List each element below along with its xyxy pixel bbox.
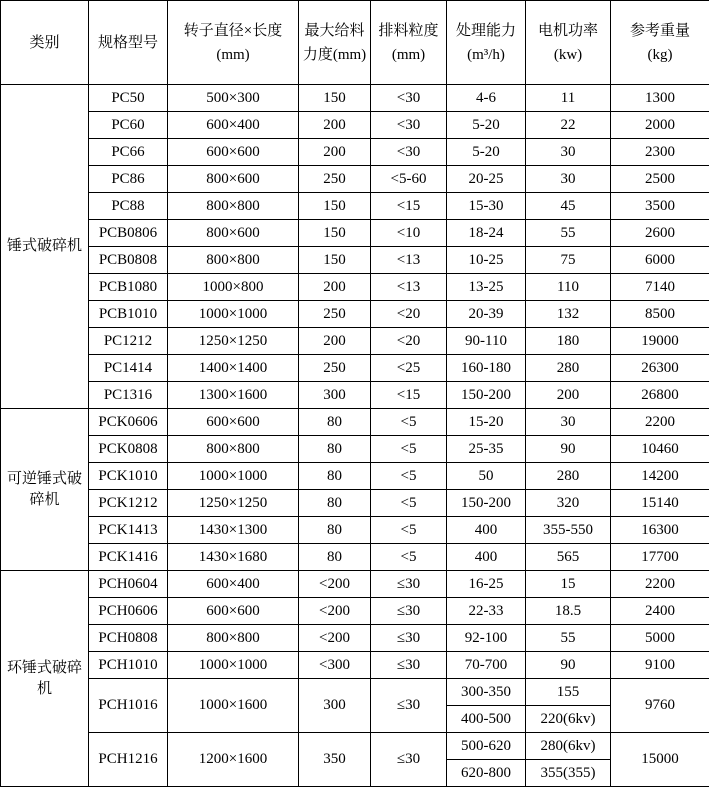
discharge-cell: <5	[371, 490, 447, 517]
power-cell: 565	[526, 544, 611, 571]
model-cell: PC50	[89, 85, 168, 112]
discharge-cell: <5	[371, 436, 447, 463]
model-cell: PC60	[89, 112, 168, 139]
feed-cell: <200	[299, 571, 371, 598]
capacity-cell: 10-25	[447, 247, 526, 274]
capacity-cell: 160-180	[447, 355, 526, 382]
table-row	[1, 517, 709, 544]
rotor-cell: 1000×1600	[168, 679, 299, 733]
capacity-cell: 25-35	[447, 436, 526, 463]
weight-cell: 15000	[611, 733, 709, 787]
rotor-cell: 600×600	[168, 409, 299, 436]
capacity-cell: 22-33	[447, 598, 526, 625]
capacity-cell: 400	[447, 517, 526, 544]
discharge-cell: <13	[371, 274, 447, 301]
feed-cell: 200	[299, 274, 371, 301]
power-cell: 45	[526, 193, 611, 220]
model-cell: PC88	[89, 193, 168, 220]
capacity-cell: 13-25	[447, 274, 526, 301]
table-row	[1, 220, 709, 247]
header-cell	[447, 1, 526, 85]
table-row	[1, 733, 709, 760]
header-cell	[371, 1, 447, 85]
discharge-cell: ≤30	[371, 625, 447, 652]
rotor-cell: 800×800	[168, 436, 299, 463]
discharge-cell: <15	[371, 382, 447, 409]
power-cell: 110	[526, 274, 611, 301]
table-row	[1, 193, 709, 220]
discharge-cell: ≤30	[371, 652, 447, 679]
rotor-cell: 1000×1000	[168, 652, 299, 679]
capacity-cell: 15-30	[447, 193, 526, 220]
feed-cell: 80	[299, 436, 371, 463]
table-row	[1, 652, 709, 679]
capacity-cell: 70-700	[447, 652, 526, 679]
model-cell: PCB1080	[89, 274, 168, 301]
discharge-cell: <5	[371, 409, 447, 436]
power-cell: 22	[526, 112, 611, 139]
table-row	[1, 544, 709, 571]
discharge-cell: ≤30	[371, 733, 447, 787]
weight-cell: 15140	[611, 490, 709, 517]
discharge-cell: <15	[371, 193, 447, 220]
feed-cell: 250	[299, 355, 371, 382]
header-cell	[89, 1, 168, 85]
feed-cell: 80	[299, 517, 371, 544]
weight-cell: 14200	[611, 463, 709, 490]
feed-cell: 150	[299, 220, 371, 247]
weight-cell: 19000	[611, 328, 709, 355]
capacity-cell: 300-350	[447, 679, 526, 706]
model-cell: PC86	[89, 166, 168, 193]
capacity-cell: 4-6	[447, 85, 526, 112]
model-cell: PC1212	[89, 328, 168, 355]
power-cell: 30	[526, 166, 611, 193]
header-line1: 最大给料	[304, 22, 365, 39]
feed-cell: 200	[299, 139, 371, 166]
feed-cell: 250	[299, 166, 371, 193]
weight-cell: 2200	[611, 571, 709, 598]
power-cell: 90	[526, 652, 611, 679]
weight-cell: 9100	[611, 652, 709, 679]
feed-cell: <200	[299, 598, 371, 625]
weight-cell: 2500	[611, 166, 709, 193]
table-row	[1, 436, 709, 463]
model-cell: PC1316	[89, 382, 168, 409]
weight-cell: 16300	[611, 517, 709, 544]
table-row	[1, 598, 709, 625]
feed-cell: 300	[299, 679, 371, 733]
capacity-cell: 400	[447, 544, 526, 571]
header-line2: (kg)	[647, 46, 673, 63]
rotor-cell: 500×300	[168, 85, 299, 112]
weight-cell: 6000	[611, 247, 709, 274]
weight-cell: 26800	[611, 382, 709, 409]
power-cell: 200	[526, 382, 611, 409]
capacity-cell: 18-24	[447, 220, 526, 247]
weight-cell: 9760	[611, 679, 709, 733]
capacity-cell: 620-800	[447, 760, 526, 787]
discharge-cell: <5-60	[371, 166, 447, 193]
header-line1: 类别	[29, 34, 60, 51]
rotor-cell: 1250×1250	[168, 490, 299, 517]
capacity-cell: 5-20	[447, 139, 526, 166]
weight-cell: 2000	[611, 112, 709, 139]
rotor-cell: 800×800	[168, 625, 299, 652]
capacity-cell: 20-39	[447, 301, 526, 328]
table-row	[1, 490, 709, 517]
rotor-cell: 1000×1000	[168, 463, 299, 490]
discharge-cell: <30	[371, 139, 447, 166]
power-cell: 280	[526, 463, 611, 490]
feed-cell: <200	[299, 625, 371, 652]
table-row	[1, 679, 709, 706]
rotor-cell: 1200×1600	[168, 733, 299, 787]
discharge-cell: ≤30	[371, 571, 447, 598]
discharge-cell: <30	[371, 85, 447, 112]
feed-cell: 200	[299, 112, 371, 139]
header-line1: 参考重量	[629, 22, 690, 39]
rotor-cell: 800×800	[168, 247, 299, 274]
weight-cell: 1300	[611, 85, 709, 112]
power-cell: 75	[526, 247, 611, 274]
category-cell: 锤式破碎机	[1, 85, 89, 409]
capacity-cell: 50	[447, 463, 526, 490]
model-cell: PCH1216	[89, 733, 168, 787]
feed-cell: 80	[299, 463, 371, 490]
feed-cell: 80	[299, 544, 371, 571]
rotor-cell: 1400×1400	[168, 355, 299, 382]
model-cell: PCH1016	[89, 679, 168, 733]
model-cell: PCK0606	[89, 409, 168, 436]
header-line1: 转子直径×长度	[183, 22, 283, 39]
capacity-cell: 150-200	[447, 490, 526, 517]
table-row	[1, 328, 709, 355]
header-cell	[168, 1, 299, 85]
capacity-cell: 400-500	[447, 706, 526, 733]
power-cell: 11	[526, 85, 611, 112]
weight-cell: 26300	[611, 355, 709, 382]
table-row	[1, 571, 709, 598]
model-cell: PCH1010	[89, 652, 168, 679]
feed-cell: 150	[299, 85, 371, 112]
feed-cell: 80	[299, 490, 371, 517]
header-cell	[1, 1, 89, 85]
power-cell: 15	[526, 571, 611, 598]
rotor-cell: 1250×1250	[168, 328, 299, 355]
feed-cell: 200	[299, 328, 371, 355]
table-row	[1, 409, 709, 436]
rotor-cell: 1430×1680	[168, 544, 299, 571]
header-line1: 排料粒度	[378, 22, 439, 39]
power-cell: 55	[526, 625, 611, 652]
rotor-cell: 800×600	[168, 220, 299, 247]
discharge-cell: <5	[371, 517, 447, 544]
model-cell: PCH0604	[89, 571, 168, 598]
feed-cell: 80	[299, 409, 371, 436]
header-line1: 处理能力	[455, 22, 516, 39]
feed-cell: 350	[299, 733, 371, 787]
rotor-cell: 800×800	[168, 193, 299, 220]
header-line2: (m³/h)	[467, 46, 505, 63]
discharge-cell: ≤30	[371, 679, 447, 733]
discharge-cell: <20	[371, 301, 447, 328]
capacity-cell: 15-20	[447, 409, 526, 436]
feed-cell: <300	[299, 652, 371, 679]
header-line2: (mm)	[216, 46, 250, 63]
capacity-cell: 5-20	[447, 112, 526, 139]
rotor-cell: 600×400	[168, 112, 299, 139]
power-cell: 180	[526, 328, 611, 355]
weight-cell: 2200	[611, 409, 709, 436]
rotor-cell: 1430×1300	[168, 517, 299, 544]
discharge-cell: <20	[371, 328, 447, 355]
capacity-cell: 150-200	[447, 382, 526, 409]
discharge-cell: <5	[371, 544, 447, 571]
feed-cell: 300	[299, 382, 371, 409]
rotor-cell: 1300×1600	[168, 382, 299, 409]
table-row	[1, 85, 709, 112]
weight-cell: 2300	[611, 139, 709, 166]
power-cell: 55	[526, 220, 611, 247]
model-cell: PCK1413	[89, 517, 168, 544]
model-cell: PCB1010	[89, 301, 168, 328]
weight-cell: 10460	[611, 436, 709, 463]
model-cell: PCK0808	[89, 436, 168, 463]
rotor-cell: 600×600	[168, 598, 299, 625]
weight-cell: 2600	[611, 220, 709, 247]
header-cell	[526, 1, 611, 85]
weight-cell: 17700	[611, 544, 709, 571]
model-cell: PCK1416	[89, 544, 168, 571]
rotor-cell: 800×600	[168, 166, 299, 193]
model-cell: PCB0806	[89, 220, 168, 247]
power-cell: 320	[526, 490, 611, 517]
table-row	[1, 382, 709, 409]
capacity-cell: 500-620	[447, 733, 526, 760]
discharge-cell: <10	[371, 220, 447, 247]
discharge-cell: <30	[371, 112, 447, 139]
power-cell: 18.5	[526, 598, 611, 625]
model-cell: PCK1010	[89, 463, 168, 490]
table-row	[1, 463, 709, 490]
feed-cell: 150	[299, 247, 371, 274]
table-row	[1, 247, 709, 274]
power-cell: 155	[526, 679, 611, 706]
feed-cell: 150	[299, 193, 371, 220]
rotor-cell: 600×400	[168, 571, 299, 598]
model-cell: PCB0808	[89, 247, 168, 274]
capacity-cell: 92-100	[447, 625, 526, 652]
header-line2: (mm)	[391, 46, 426, 63]
weight-cell: 7140	[611, 274, 709, 301]
rotor-cell: 1000×800	[168, 274, 299, 301]
header-line2: (kw)	[553, 46, 583, 63]
weight-cell: 3500	[611, 193, 709, 220]
power-cell: 355-550	[526, 517, 611, 544]
table-row	[1, 112, 709, 139]
table-row	[1, 355, 709, 382]
header-row	[1, 1, 709, 85]
power-cell: 280(6kv)	[526, 733, 611, 760]
model-cell: PCK1212	[89, 490, 168, 517]
capacity-cell: 20-25	[447, 166, 526, 193]
category-cell: 可逆锤式破碎机	[1, 409, 89, 571]
power-cell: 132	[526, 301, 611, 328]
model-cell: PC66	[89, 139, 168, 166]
table-row	[1, 139, 709, 166]
power-cell: 280	[526, 355, 611, 382]
model-cell: PC1414	[89, 355, 168, 382]
model-cell: PCH0808	[89, 625, 168, 652]
header-cell	[611, 1, 709, 85]
table-row	[1, 625, 709, 652]
discharge-cell: <13	[371, 247, 447, 274]
table-row	[1, 166, 709, 193]
weight-cell: 5000	[611, 625, 709, 652]
rotor-cell: 1000×1000	[168, 301, 299, 328]
table-row	[1, 301, 709, 328]
weight-cell: 2400	[611, 598, 709, 625]
header-line1: 电机功率	[537, 22, 598, 39]
power-cell: 90	[526, 436, 611, 463]
header-cell	[299, 1, 371, 85]
power-cell: 30	[526, 409, 611, 436]
header-line2: 力度(mm)	[302, 46, 367, 63]
table-row	[1, 274, 709, 301]
feed-cell: 250	[299, 301, 371, 328]
power-cell: 220(6kv)	[526, 706, 611, 733]
model-cell: PCH0606	[89, 598, 168, 625]
category-cell: 环锤式破碎机	[1, 571, 89, 787]
rotor-cell: 600×600	[168, 139, 299, 166]
discharge-cell: ≤30	[371, 598, 447, 625]
power-cell: 30	[526, 139, 611, 166]
header-line1: 规格型号	[97, 34, 158, 51]
power-cell: 355(355)	[526, 760, 611, 787]
discharge-cell: <25	[371, 355, 447, 382]
weight-cell: 8500	[611, 301, 709, 328]
capacity-cell: 90-110	[447, 328, 526, 355]
discharge-cell: <5	[371, 463, 447, 490]
capacity-cell: 16-25	[447, 571, 526, 598]
